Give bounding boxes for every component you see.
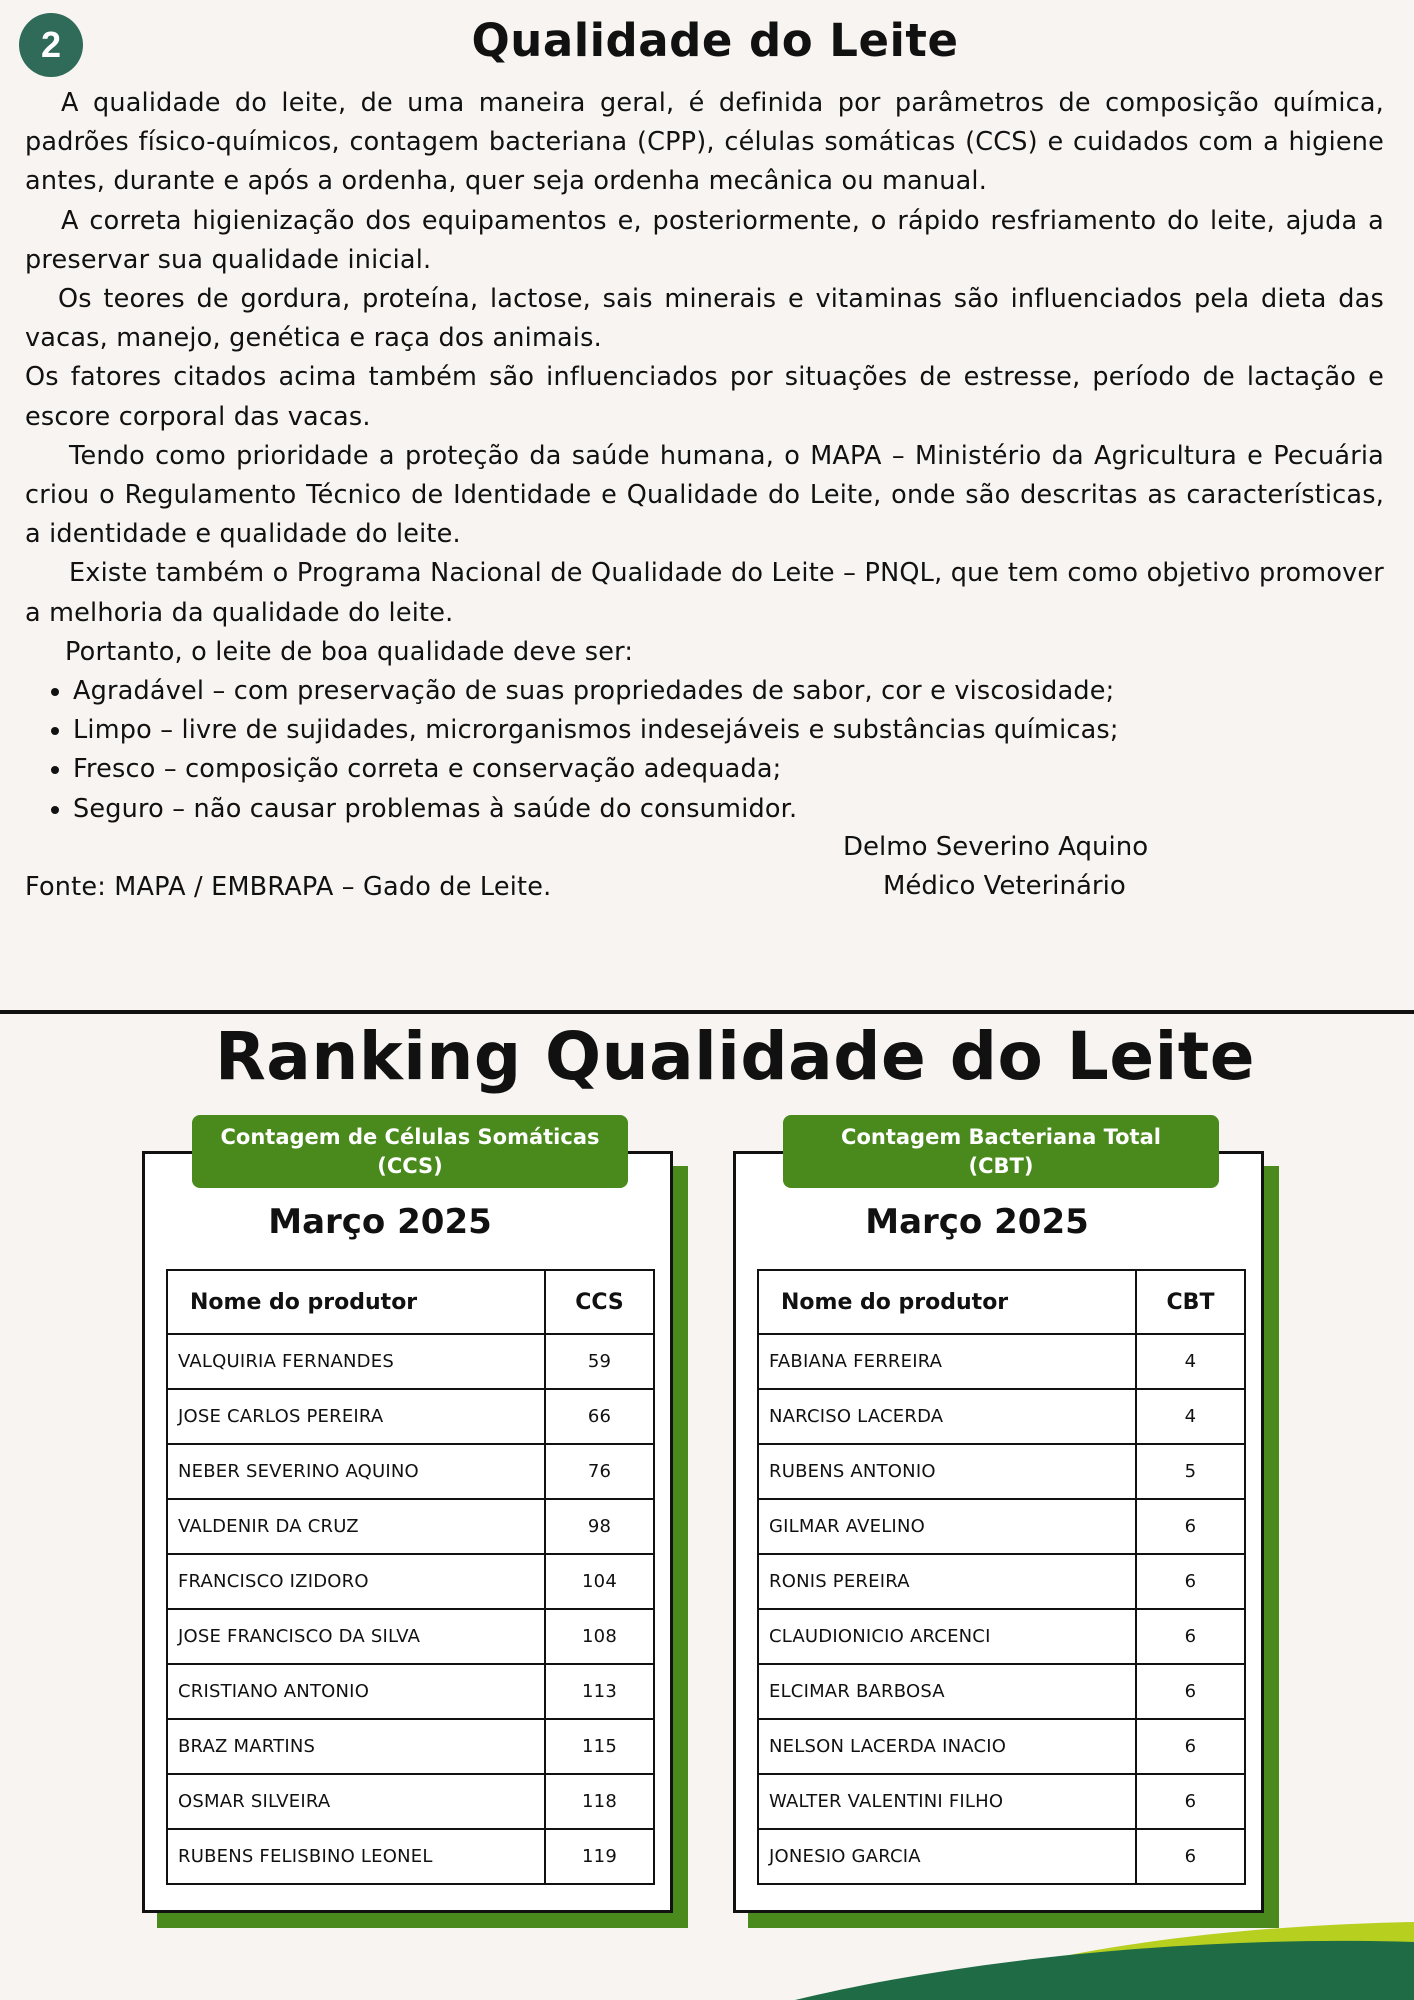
- producer-name: JOSE FRANCISCO DA SILVA: [167, 1609, 545, 1664]
- author-role: Médico Veterinário: [883, 871, 1126, 901]
- table-row: [758, 1719, 1245, 1774]
- ccs-value: 115: [545, 1719, 654, 1774]
- cbt-table: [757, 1269, 1246, 1885]
- cbt-value: 4: [1136, 1334, 1245, 1389]
- producer-name: NEBER SEVERINO AQUINO: [167, 1444, 545, 1499]
- table-row: [758, 1499, 1245, 1554]
- producer-name: FRANCISCO IZIDORO: [167, 1554, 545, 1609]
- article-body: [25, 84, 1384, 907]
- table-row: [758, 1389, 1245, 1444]
- producer-name: JONESIO GARCIA: [758, 1829, 1136, 1884]
- cbt-card-header: [783, 1115, 1219, 1188]
- author-name: Delmo Severino Aquino: [843, 832, 1149, 862]
- cbt-value: 6: [1136, 1609, 1245, 1664]
- card-body: [733, 1124, 1264, 1913]
- card-header-line: (CCS): [377, 1153, 443, 1178]
- producer-name: OSMAR SILVEIRA: [167, 1774, 545, 1829]
- cbt-ranking-card: [733, 1124, 1264, 1913]
- table-row: [167, 1609, 654, 1664]
- cbt-value: 6: [1136, 1554, 1245, 1609]
- list-item: • Seguro – não causar problemas à saúde do consumidor.: [73, 790, 1384, 829]
- article-paragraph: Portanto, o leite de boa qualidade deve ser:: [65, 636, 634, 667]
- ccs-value: 104: [545, 1554, 654, 1609]
- article-paragraph: Os fatores citados acima também são influenciados por situações de estresse, período de lactação e escore corporal das vacas.: [25, 362, 1384, 432]
- column-header-value: CCS: [545, 1270, 654, 1334]
- table-row: [167, 1664, 654, 1719]
- ccs-value: 76: [545, 1444, 654, 1499]
- ccs-ranking-card: [142, 1124, 673, 1913]
- ccs-card-header: [192, 1115, 628, 1188]
- article-paragraph: A correta higienização dos equipamentos e, posteriormente, o rápido resfriamento do leite, ajuda a preservar sua qualidade inicial.: [25, 205, 1384, 275]
- article-title: Qualidade do Leite: [471, 14, 959, 67]
- list-item: • Agradável – com preservação de suas propriedades de sabor, cor e viscosidade;: [73, 672, 1384, 711]
- producer-name: CRISTIANO ANTONIO: [167, 1664, 545, 1719]
- ccs-value: 118: [545, 1774, 654, 1829]
- ccs-value: 108: [545, 1609, 654, 1664]
- cbt-value: 5: [1136, 1444, 1245, 1499]
- column-header-value: CBT: [1136, 1270, 1245, 1334]
- article-paragraph: Tendo como prioridade a proteção da saúde humana, o MAPA – Ministério da Agricultura e Pecuária criou o Regulamento Técnico de Identidade e Qualidade do Leite, onde são descritas as características, a identidade e qualidade do leite.: [25, 440, 1384, 550]
- cbt-value: 6: [1136, 1664, 1245, 1719]
- table-row: [758, 1444, 1245, 1499]
- table-row: [167, 1829, 654, 1884]
- producer-name: BRAZ MARTINS: [167, 1719, 545, 1774]
- producer-name: RONIS PEREIRA: [758, 1554, 1136, 1609]
- card-header-line: (CBT): [968, 1153, 1034, 1178]
- article-paragraph: A qualidade do leite, de uma maneira geral, é definida por parâmetros de composição química, padrões físico-químicos, contagem bacteriana (CPP), células somáticas (CCS) e cuidados com a higiene antes, durante e após a ordenha, quer seja ordenha mecânica ou manual.: [25, 88, 1384, 197]
- producer-name: CLAUDIONICIO ARCENCI: [758, 1609, 1136, 1664]
- cbt-value: 6: [1136, 1829, 1245, 1884]
- table-row: [167, 1389, 654, 1444]
- table-header-row: [167, 1270, 654, 1334]
- producer-name: FABIANA FERREIRA: [758, 1334, 1136, 1389]
- table-row: [758, 1829, 1245, 1884]
- page-number-badge: 2: [19, 13, 83, 77]
- article-source: Fonte: MAPA / EMBRAPA – Gado de Leite.: [25, 871, 552, 902]
- cbt-value: 6: [1136, 1499, 1245, 1554]
- section-divider: [0, 1010, 1414, 1014]
- cbt-value: 4: [1136, 1389, 1245, 1444]
- card-month: Março 2025: [268, 1202, 492, 1242]
- ccs-table: [166, 1269, 655, 1885]
- list-item: • Fresco – composição correta e conservação adequada;: [73, 750, 1384, 789]
- article-paragraph: Existe também o Programa Nacional de Qualidade do Leite – PNQL, que tem como objetivo promover a melhoria da qualidade do leite.: [25, 558, 1384, 628]
- column-header-name: Nome do produtor: [167, 1270, 545, 1334]
- ccs-value: 98: [545, 1499, 654, 1554]
- producer-name: VALDENIR DA CRUZ: [167, 1499, 545, 1554]
- ranking-title: Ranking Qualidade do Leite: [214, 1018, 1256, 1095]
- list-item: • Limpo – livre de sujidades, microrganismos indesejáveis e substâncias químicas;: [73, 711, 1384, 750]
- table-row: [167, 1444, 654, 1499]
- producer-name: WALTER VALENTINI FILHO: [758, 1774, 1136, 1829]
- producer-name: ELCIMAR BARBOSA: [758, 1664, 1136, 1719]
- producer-name: RUBENS ANTONIO: [758, 1444, 1136, 1499]
- table-row: [167, 1554, 654, 1609]
- table-row: [167, 1499, 654, 1554]
- card-body: [142, 1124, 673, 1913]
- card-header-line: Contagem Bacteriana Total: [841, 1124, 1161, 1149]
- producer-name: GILMAR AVELINO: [758, 1499, 1136, 1554]
- table-row: [758, 1334, 1245, 1389]
- card-header-line: Contagem de Células Somáticas: [220, 1124, 600, 1149]
- decorative-wave: [0, 1900, 1414, 2000]
- column-header-name: Nome do produtor: [758, 1270, 1136, 1334]
- article-paragraph: Os teores de gordura, proteína, lactose, sais minerais e vitaminas são influenciados pela dieta das vacas, manejo, genética e raça dos animais.: [25, 284, 1384, 354]
- producer-name: NARCISO LACERDA: [758, 1389, 1136, 1444]
- ccs-value: 113: [545, 1664, 654, 1719]
- table-row: [167, 1774, 654, 1829]
- table-row: [167, 1719, 654, 1774]
- producer-name: RUBENS FELISBINO LEONEL: [167, 1829, 545, 1884]
- producer-name: NELSON LACERDA INACIO: [758, 1719, 1136, 1774]
- producer-name: VALQUIRIA FERNANDES: [167, 1334, 545, 1389]
- ccs-value: 59: [545, 1334, 654, 1389]
- table-row: [758, 1554, 1245, 1609]
- table-row: [758, 1609, 1245, 1664]
- table-header-row: [758, 1270, 1245, 1334]
- ccs-value: 119: [545, 1829, 654, 1884]
- ccs-value: 66: [545, 1389, 654, 1444]
- cbt-value: 6: [1136, 1719, 1245, 1774]
- table-row: [167, 1334, 654, 1389]
- card-month: Março 2025: [865, 1202, 1089, 1242]
- table-row: [758, 1664, 1245, 1719]
- table-row: [758, 1774, 1245, 1829]
- quality-list: [25, 672, 1384, 829]
- cbt-value: 6: [1136, 1774, 1245, 1829]
- producer-name: JOSE CARLOS PEREIRA: [167, 1389, 545, 1444]
